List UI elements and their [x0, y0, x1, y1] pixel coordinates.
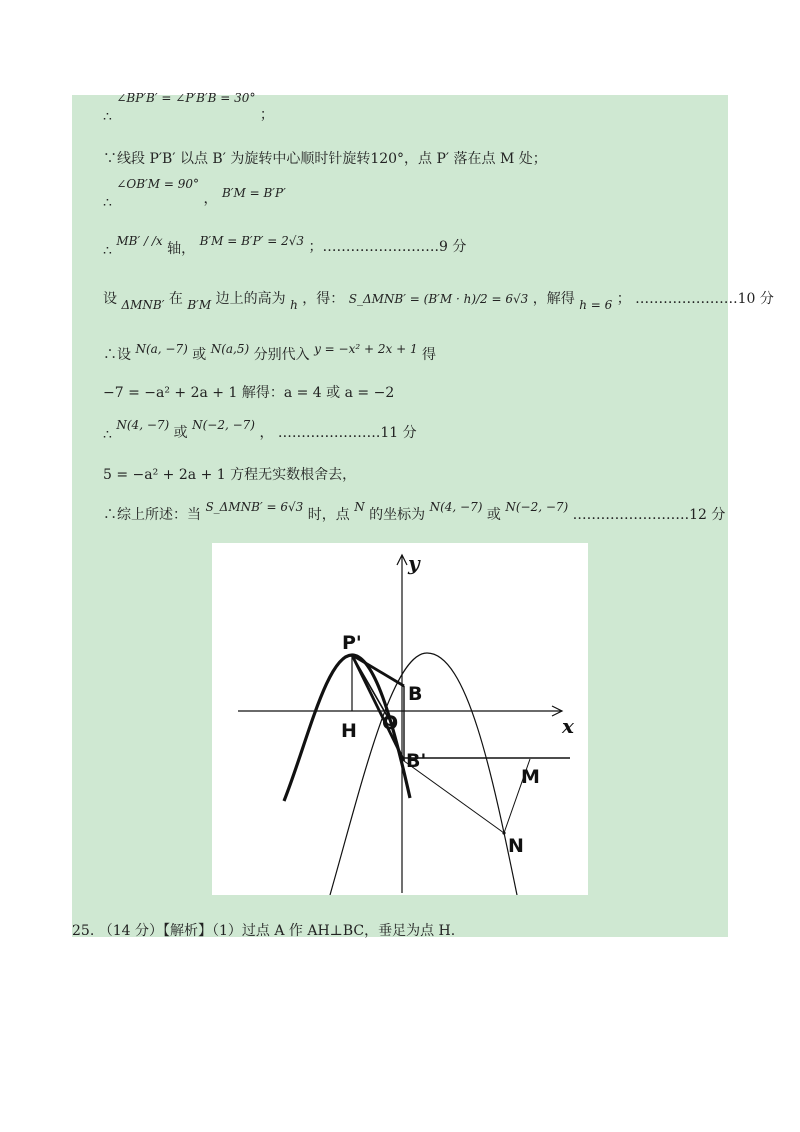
text-fragment: ，得： — [302, 291, 345, 307]
text-fragment: ∴综上所述：当 — [103, 507, 201, 523]
point-n-result-1: N(4, −7) — [116, 418, 170, 432]
score-marker: …………………….12 分 — [572, 507, 726, 523]
text-fragment: ，解得 — [532, 291, 575, 307]
final-answer-2: N(−2, −7) — [505, 500, 569, 514]
point-n-label: N — [508, 835, 524, 857]
text-fragment: 或 — [173, 425, 188, 441]
text-fragment: 设 — [103, 291, 117, 307]
solution-line-9 — [103, 466, 356, 484]
question-25-text: 25. （14 分）【解析】（1）过点 A 作 AH⊥BC，垂足为点 H. — [72, 923, 456, 939]
therefore-symbol: ∴ — [103, 243, 112, 259]
parallel-statement: MB′ / /x — [116, 234, 163, 248]
point-m-label: M — [521, 766, 540, 788]
point-name: N — [354, 500, 365, 514]
point-n-option-2: N(a,5) — [210, 342, 250, 356]
text-fragment: 得 — [422, 347, 437, 363]
height-result: h = 6 — [579, 298, 613, 312]
point-b-label: B — [408, 683, 423, 705]
y-axis-label: y — [408, 551, 420, 575]
solution-line-1 — [103, 91, 274, 125]
point-n-marker — [502, 831, 505, 834]
point-b-prime-label: B' — [406, 750, 427, 772]
point-n-option-1: N(a, −7) — [135, 342, 188, 356]
equation-solution: −7 = −a² + 2a + 1 解得：a = 4 或 a = −2 — [103, 385, 395, 401]
segment-equality: B′M = B′P′ — [221, 186, 286, 200]
text-fragment: 或 — [192, 347, 207, 363]
point-n-result-2: N(−2, −7) — [192, 418, 255, 432]
therefore-symbol: ∴ — [103, 195, 112, 211]
text-fragment: 轴， — [167, 241, 196, 257]
solution-line-8 — [103, 416, 417, 443]
rotation-statement: ∵线段 P′B′ 以点 B′ 为旋转中心顺时针旋转120°，点 P′ 落在点 M 处； — [103, 151, 547, 167]
right-angle-equation: ∠OB′M = 90° — [116, 177, 200, 191]
geometry-figure — [212, 543, 588, 895]
segment-name: B′M — [187, 298, 212, 312]
solution-line-5 — [103, 290, 774, 312]
angle-equality: ∠BP′B′ = ∠P′B′B = 30° — [116, 91, 256, 105]
solution-line-10 — [103, 498, 726, 523]
point-o-label: O — [382, 712, 399, 734]
no-real-roots-statement: 5 = −a² + 2a + 1 方程无实数根舍去， — [103, 467, 357, 483]
length-equation: B′M = B′P′ = 2√3 — [199, 234, 305, 248]
parabola-equation: y = −x² + 2x + 1 — [314, 342, 418, 356]
solution-line-2 — [103, 150, 547, 168]
text-fragment: 分别代入 — [253, 347, 310, 363]
area-formula: S_ΔMNB′ = (B′M · h)/2 = 6√3 — [348, 292, 529, 306]
point-h-label: H — [341, 720, 357, 742]
therefore-symbol: ∴ — [103, 109, 112, 125]
solution-line-4 — [103, 232, 467, 259]
solution-line-3 — [103, 177, 286, 211]
area-condition: S_ΔMNB′ = 6√3 — [205, 500, 304, 514]
point-p-prime-label: P' — [342, 632, 362, 654]
text-fragment: ∴设 — [103, 347, 131, 363]
therefore-symbol: ∴ — [103, 427, 112, 443]
text-fragment: 时，点 — [307, 507, 350, 523]
question-25-header — [72, 920, 455, 940]
triangle-name: ΔMNB′ — [121, 298, 165, 312]
final-answer-1: N(4, −7) — [429, 500, 483, 514]
solution-line-6 — [103, 340, 437, 363]
text-fragment: 在 — [168, 291, 183, 307]
x-axis-label: x — [562, 714, 574, 738]
text-fragment: 或 — [486, 507, 501, 523]
punctuation: ； — [259, 107, 274, 123]
text-fragment: 边上的高为 — [215, 291, 286, 307]
text-fragment: 的坐标为 — [369, 507, 426, 523]
score-marker: ；…………………….9 分 — [308, 239, 467, 255]
parabola-thin — [330, 653, 517, 895]
punctuation: ， — [203, 191, 218, 207]
solution-line-7 — [103, 384, 394, 402]
score-marker: ， ………………….11 分 — [259, 425, 417, 441]
score-marker: ； ………………….10 分 — [616, 291, 774, 307]
height-variable: h — [290, 298, 298, 312]
